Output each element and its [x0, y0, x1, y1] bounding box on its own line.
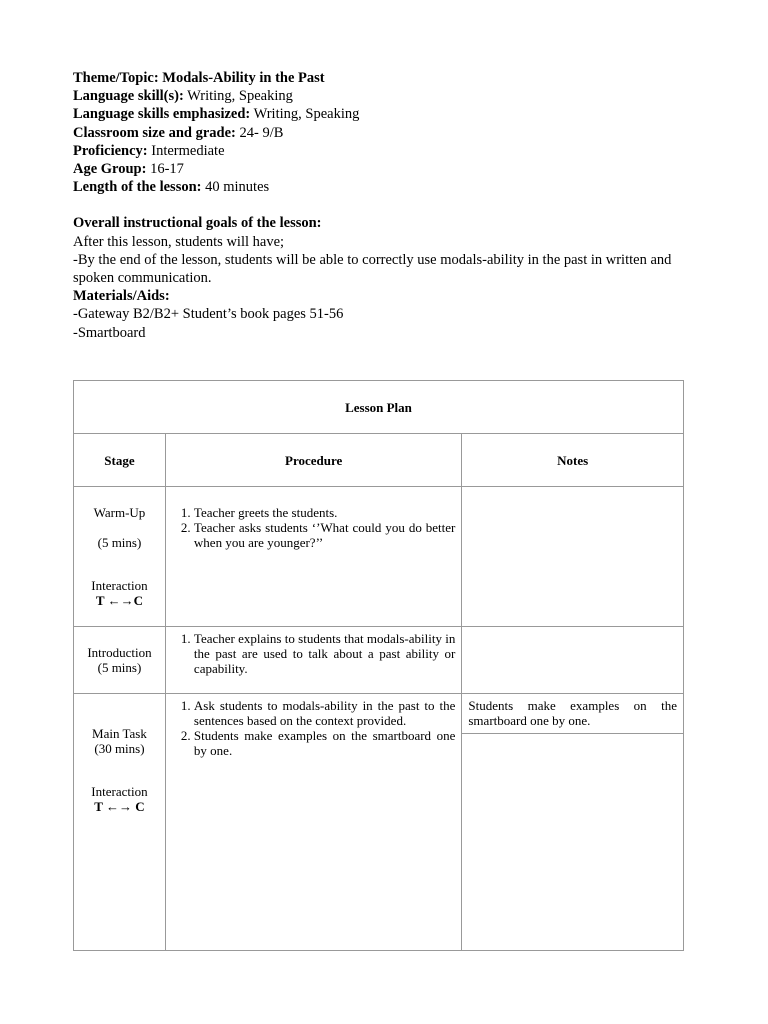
proficiency-label: Proficiency: — [73, 142, 148, 159]
interaction-label: Interaction — [91, 784, 148, 799]
theme-line — [73, 69, 703, 87]
emphasis-line — [73, 105, 703, 123]
lesson-header — [73, 69, 703, 342]
notes-cell — [462, 627, 684, 694]
length-line — [73, 178, 703, 196]
stage-duration: (5 mins) — [97, 535, 142, 550]
notes-cell — [462, 487, 684, 627]
notes-text: Students make examples on the smartboard one by one. — [462, 694, 683, 734]
length-value: 40 minutes — [201, 179, 270, 196]
stage-name: Warm-Up — [93, 505, 146, 520]
age-label: Age Group: — [73, 161, 147, 178]
emphasis-label: Language skills emphasized: — [73, 106, 251, 123]
stage-name: Main Task — [92, 726, 147, 741]
interaction-mode: T ←→ C — [94, 799, 145, 814]
procedure-step: 1. Teacher explains to students that modals-ability in the past are used to talk about a past ability or capability. — [194, 631, 455, 676]
table-row — [74, 487, 684, 627]
procedure-step: 1. Teacher greets the students. — [194, 505, 455, 520]
procedure-cell — [165, 487, 461, 627]
stage-name: Introduction — [87, 645, 152, 660]
stage-duration: (5 mins) — [97, 660, 142, 675]
procedure-step: 1. Ask students to modals-ability in the past to the sentences based on the context provided. — [194, 698, 455, 728]
table-title: Lesson Plan — [74, 381, 684, 434]
skills-value: Writing, Speaking — [183, 88, 293, 105]
procedure-step: 2. Teacher asks students ‘’What could you do better when you are younger?’’ — [194, 520, 455, 550]
stage-cell — [74, 487, 166, 627]
column-header-procedure: Procedure — [165, 434, 461, 487]
age-value: 16-17 — [146, 161, 184, 178]
stage-duration: (30 mins) — [94, 741, 145, 756]
class-line — [73, 124, 703, 142]
material-item: -Gateway B2/B2+ Student’s book pages 51-56 — [73, 306, 344, 323]
goals-intro: After this lesson, students will have; — [73, 233, 285, 250]
proficiency-value: Intermediate — [147, 142, 225, 159]
column-header-notes: Notes — [462, 434, 684, 487]
goals-heading: Overall instructional goals of the lesson: — [73, 215, 322, 232]
interaction-label: Interaction — [91, 578, 148, 593]
length-label: Length of the lesson: — [73, 179, 202, 196]
procedure-step: 2. Students make examples on the smartboard one by one. — [194, 728, 455, 758]
age-line — [73, 160, 703, 178]
goals-text: -By the end of the lesson, students will be able to correctly use modals-ability in the past in written and spoken communication. — [73, 251, 672, 287]
class-label: Classroom size and grade: — [73, 124, 236, 141]
procedure-cell — [165, 694, 461, 951]
table-row — [74, 627, 684, 694]
stage-cell — [74, 627, 166, 694]
table-row — [74, 694, 684, 951]
materials-heading: Materials/Aids: — [73, 288, 170, 305]
notes-cell — [462, 694, 684, 951]
lesson-plan-table — [73, 380, 684, 951]
column-header-stage: Stage — [74, 434, 166, 487]
stage-cell — [74, 694, 166, 951]
procedure-cell — [165, 627, 461, 694]
skills-line — [73, 87, 703, 105]
material-item: -Smartboard — [73, 324, 146, 341]
interaction-mode: T ←→C — [95, 593, 143, 608]
emphasis-value: Writing, Speaking — [250, 106, 360, 123]
class-value: 24- 9/B — [235, 124, 284, 141]
proficiency-line — [73, 142, 703, 160]
theme-label: Theme/Topic: Modals-Ability in the Past — [73, 70, 325, 86]
skills-label: Language skill(s): — [73, 88, 184, 105]
